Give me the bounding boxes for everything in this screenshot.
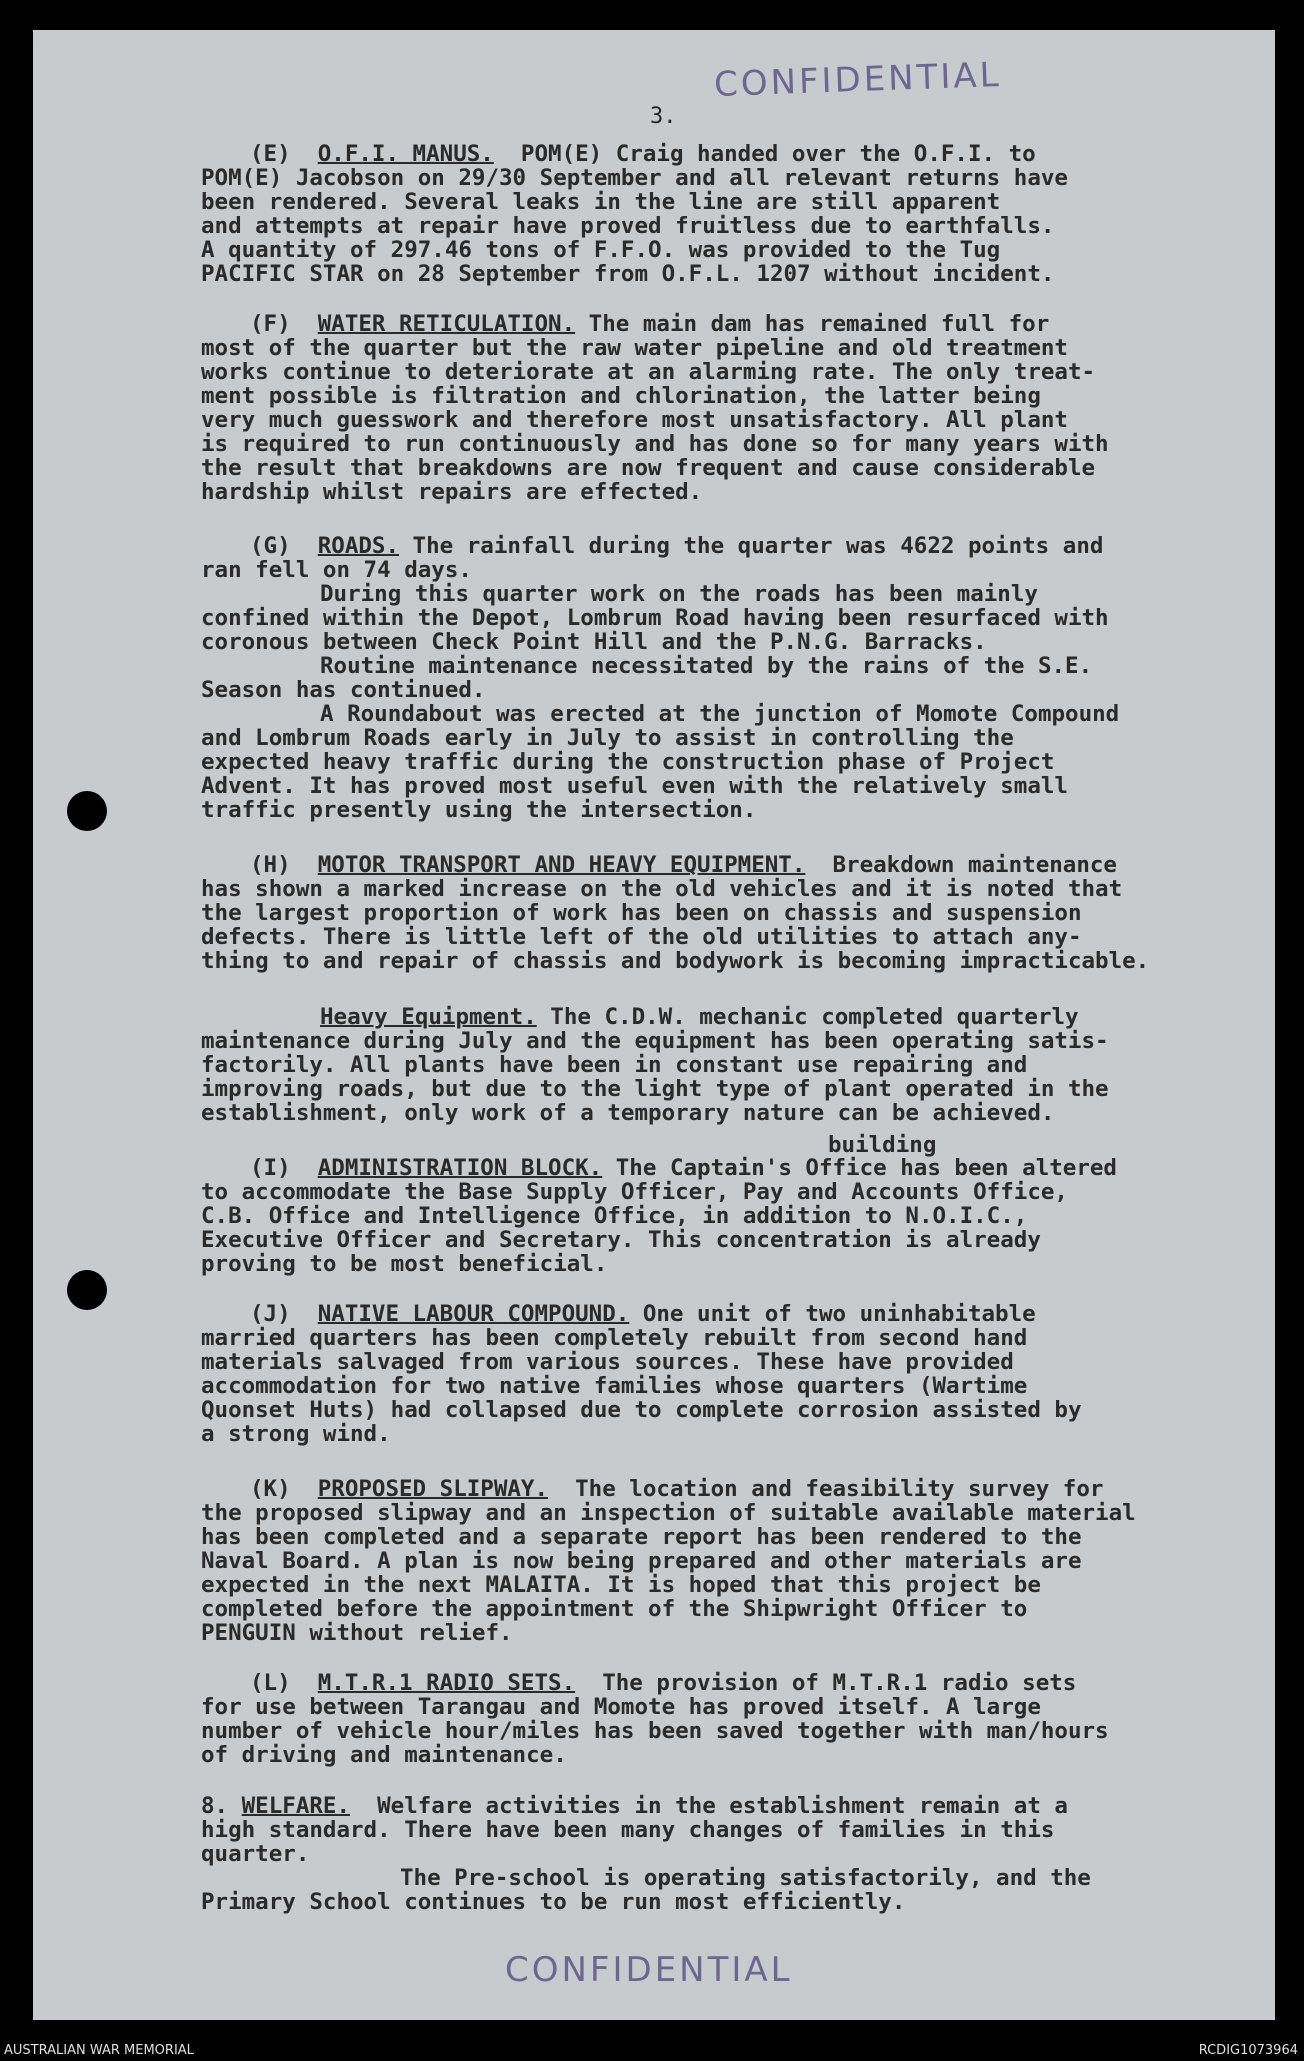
section-label: 8.: [201, 1793, 242, 1819]
page-number: 3.: [650, 104, 677, 129]
text-line: high standard. There have been many changes of families in this: [201, 1817, 1055, 1843]
section-heading: WATER RETICULATION.: [317, 311, 576, 337]
text-line: Routine maintenance necessitated by the rains of the S.E.: [320, 653, 1093, 679]
section-heading: ADMINISTRATION BLOCK.: [317, 1155, 603, 1181]
section-label: (I): [250, 1155, 318, 1181]
section-label: (F): [250, 311, 318, 337]
section-heading: O.F.I. MANUS.: [317, 141, 494, 167]
text-line: building: [828, 1132, 937, 1158]
section-heading-line: [250, 141, 1036, 167]
text-line: materials salvaged from various sources. These have provided: [201, 1349, 1014, 1375]
text-line: is required to run continuously and has done so for many years with: [201, 431, 1109, 457]
text-line: Advent. It has proved most useful even with the relatively small: [201, 773, 1068, 799]
section-heading-line: [250, 1301, 1036, 1327]
section-heading: PROPOSED SLIPWAY.: [317, 1476, 549, 1502]
confidential-stamp-bottom: CONFIDENTIAL: [505, 1950, 793, 1990]
section-text: POM(E) Craig handed over the O.F.I. to: [493, 141, 1036, 167]
text-line: for use between Tarangau and Momote has proved itself. A large: [201, 1694, 1041, 1720]
text-line: to accommodate the Base Supply Officer, Pay and Accounts Office,: [201, 1179, 1068, 1205]
text-line: the largest proportion of work has been on chassis and suspension: [201, 900, 1082, 926]
text-line: proving to be most beneficial.: [201, 1251, 608, 1277]
text-line: Quonset Huts) had collapsed due to complete corrosion assisted by: [201, 1397, 1082, 1423]
text-line: works continue to deteriorate at an alarming rate. The only treat-: [201, 359, 1096, 385]
section-text: The rainfall during the quarter was 4622 points and: [399, 533, 1104, 559]
footer-record-id: RCDIG1073964: [1198, 2043, 1298, 2058]
text-line: maintenance during July and the equipment has been operating satis-: [201, 1028, 1109, 1054]
text-line: of driving and maintenance.: [201, 1742, 567, 1768]
text-line: defects. There is little left of the old utilities to attach any-: [201, 924, 1082, 950]
section-heading-line: [250, 533, 1103, 559]
text-line: PACIFIC STAR on 28 September from O.F.L. 1207 without incident.: [201, 261, 1055, 287]
text-line: PENGUIN without relief.: [201, 1620, 513, 1646]
text-line: POM(E) Jacobson on 29/30 September and all relevant returns have: [201, 165, 1068, 191]
text-line: most of the quarter but the raw water pipeline and old treatment: [201, 335, 1068, 361]
text-line: hardship whilst repairs are effected.: [201, 479, 703, 505]
text-line: expected in the next MALAITA. It is hoped that this project be: [201, 1572, 1041, 1598]
section-heading: Heavy Equipment.: [320, 1004, 537, 1030]
text-line: The Pre-school is operating satisfactorily, and the: [400, 1865, 1091, 1891]
text-line: Primary School continues to be run most efficiently.: [201, 1889, 906, 1915]
confidential-stamp-top: CONFIDENTIAL: [713, 54, 1003, 106]
section-heading-line: [250, 852, 1117, 878]
text-line: and attempts at repair have proved fruitless due to earthfalls.: [201, 213, 1055, 239]
text-line: the proposed slipway and an inspection of suitable available material: [201, 1500, 1136, 1526]
text-line: improving roads, but due to the light type of plant operated in the: [201, 1076, 1109, 1102]
text-line: During this quarter work on the roads has been mainly: [320, 581, 1038, 607]
section-heading: NATIVE LABOUR COMPOUND.: [317, 1301, 630, 1327]
section-text: The Captain's Office has been altered: [602, 1155, 1117, 1181]
text-line: very much guesswork and therefore most unsatisfactory. All plant: [201, 407, 1068, 433]
archive-footer: [0, 2040, 1304, 2061]
text-line: has been completed and a separate report has been rendered to the: [201, 1524, 1082, 1550]
text-line: confined within the Depot, Lombrum Road having been resurfaced with: [201, 605, 1109, 631]
text-line: been rendered. Several leaks in the line are still apparent: [201, 189, 1001, 215]
section-heading: WELFARE.: [241, 1793, 351, 1819]
section-text: The main dam has remained full for: [575, 311, 1050, 337]
section-heading-line: [250, 1155, 1117, 1181]
text-line: has shown a marked increase on the old vehicles and it is noted that: [201, 876, 1123, 902]
section-heading: ROADS.: [317, 533, 400, 559]
section-text: One unit of two uninhabitable: [629, 1301, 1036, 1327]
text-line: accommodation for two native families whose quarters (Wartime: [201, 1373, 1028, 1399]
text-line: and Lombrum Roads early in July to assist in controlling the: [201, 725, 1014, 751]
section-heading: M.T.R.1 RADIO SETS.: [317, 1670, 576, 1696]
punch-hole-bottom: [67, 1270, 107, 1310]
section-text: The provision of M.T.R.1 radio sets: [575, 1670, 1077, 1696]
text-line: a strong wind.: [201, 1421, 391, 1447]
text-line: A Roundabout was erected at the junction of Momote Compound: [320, 701, 1120, 727]
text-line: establishment, only work of a temporary nature can be achieved.: [201, 1100, 1055, 1126]
text-line: coronous between Check Point Hill and the P.N.G. Barracks.: [201, 629, 987, 655]
text-line: ran fell on 74 days.: [201, 557, 472, 583]
text-line: A quantity of 297.46 tons of F.F.O. was provided to the Tug: [201, 237, 1001, 263]
text-line: factorily. All plants have been in constant use repairing and: [201, 1052, 1028, 1078]
section-label: (L): [250, 1670, 318, 1696]
text-line: ment possible is filtration and chlorination, the latter being: [201, 383, 1041, 409]
section-text: Welfare activities in the establishment remain at a: [350, 1793, 1068, 1819]
footer-archive-name: AUSTRALIAN WAR MEMORIAL: [4, 2043, 194, 2058]
text-line: thing to and repair of chassis and bodywork is becoming impracticable.: [201, 948, 1150, 974]
text-line: C.B. Office and Intelligence Office, in addition to N.O.I.C.,: [201, 1203, 1028, 1229]
section-label: (K): [250, 1476, 318, 1502]
section-label: (J): [250, 1301, 318, 1327]
text-line: traffic presently using the intersection.: [201, 797, 757, 823]
text-line: married quarters has been completely rebuilt from second hand: [201, 1325, 1028, 1351]
section-heading-line: [201, 1793, 1068, 1819]
section-label: (G): [250, 533, 318, 559]
punch-hole-top: [67, 791, 107, 831]
text-line: Season has continued.: [201, 677, 486, 703]
section-heading-line: [250, 1670, 1076, 1696]
section-heading-line: [250, 311, 1049, 337]
text-line: quarter.: [201, 1841, 310, 1867]
text-line: the result that breakdowns are now frequent and cause considerable: [201, 455, 1096, 481]
section-heading-line: [250, 1476, 1103, 1502]
section-label: (H): [250, 852, 318, 878]
section-label: (E): [250, 141, 318, 167]
section-heading: MOTOR TRANSPORT AND HEAVY EQUIPMENT.: [317, 852, 806, 878]
section-text: The location and feasibility survey for: [548, 1476, 1104, 1502]
text-line: expected heavy traffic during the construction phase of Project: [201, 749, 1055, 775]
text-line: Naval Board. A plan is now being prepared and other materials are: [201, 1548, 1082, 1574]
section-text: The C.D.W. mechanic completed quarterly: [536, 1004, 1079, 1030]
text-line: completed before the appointment of the Shipwright Officer to: [201, 1596, 1028, 1622]
text-line: number of vehicle hour/miles has been saved together with man/hours: [201, 1718, 1109, 1744]
text-line: Executive Officer and Secretary. This concentration is already: [201, 1227, 1041, 1253]
section-text: Breakdown maintenance: [805, 852, 1117, 878]
section-heading-line: [320, 1004, 1079, 1030]
